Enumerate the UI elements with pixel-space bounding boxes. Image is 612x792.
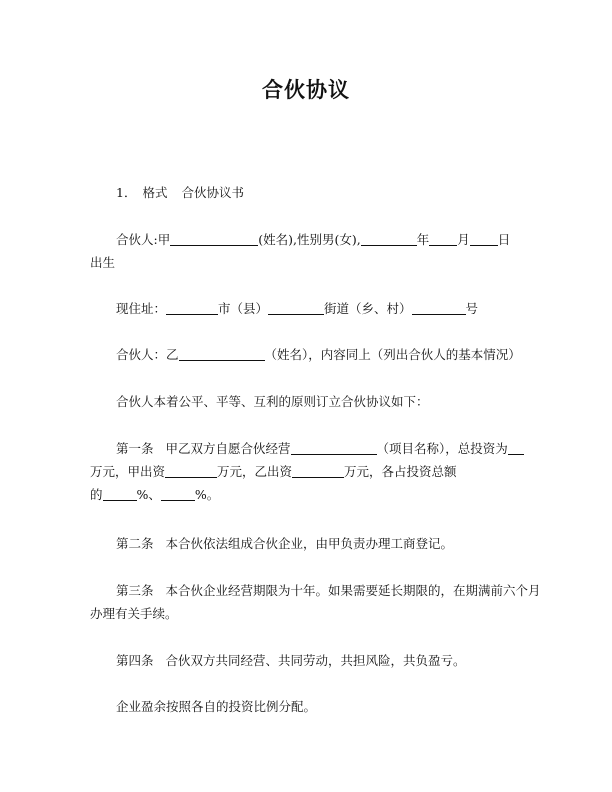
article-1-line-3 bbox=[90, 484, 530, 506]
birth-month-blank bbox=[429, 231, 457, 246]
article-1-line-3-a: 的 bbox=[90, 487, 103, 502]
address-label: 现住址： bbox=[116, 301, 167, 316]
address-line bbox=[90, 298, 556, 320]
birth-year-blank bbox=[361, 231, 417, 246]
format-label: 格式 bbox=[142, 185, 168, 200]
article-2-head: 第二条 bbox=[116, 536, 154, 551]
partner-a-prefix: 合伙人:甲 bbox=[116, 232, 171, 247]
article-1-head: 第一条 bbox=[116, 441, 154, 456]
partner-b-line bbox=[90, 344, 556, 366]
partner-a-line-2 bbox=[90, 252, 530, 274]
project-name-blank bbox=[291, 440, 377, 455]
format-number: 1． bbox=[116, 185, 137, 200]
city-blank bbox=[166, 300, 218, 315]
article-4-text: 合伙双方共同经营、共同劳动，共担风险，共负盈亏。 bbox=[165, 653, 466, 668]
partner-a-share-blank bbox=[103, 486, 137, 501]
preamble: 合伙人本着公平、平等、互利的原则订立合伙协议如下： bbox=[116, 394, 429, 409]
street-blank bbox=[268, 300, 324, 315]
partner-b-prefix: 合伙人：乙 bbox=[116, 347, 179, 362]
partner-a-name-hint: (姓名),性别男(女), bbox=[258, 232, 361, 247]
article-3-line-2: 办理有关手续。 bbox=[90, 606, 178, 621]
article-3-text-1: 本合伙企业经营期限为十年。如果需要延长期限的，在期满前六个月 bbox=[165, 583, 541, 598]
article-1-line-2-a: 万元，甲出资 bbox=[90, 464, 166, 479]
article-4 bbox=[90, 650, 556, 672]
partner-a-investment-blank bbox=[165, 463, 217, 478]
house-number-label: 号 bbox=[465, 301, 479, 316]
article-4-head: 第四条 bbox=[116, 653, 154, 668]
birth-year-label: 年 bbox=[416, 232, 430, 247]
partner-b-suffix: （姓名），内容同上（列出合伙人的基本情况） bbox=[264, 347, 521, 362]
article-3-line-1 bbox=[90, 580, 556, 602]
birth-label: 出生 bbox=[90, 255, 116, 270]
article-1-line-3-b: %、 bbox=[136, 487, 161, 502]
document-title: 合伙协议 bbox=[262, 78, 350, 102]
article-2 bbox=[90, 533, 556, 555]
article-1-line-2-c: 万元，各占投资总额 bbox=[344, 464, 457, 479]
article-1-line-2 bbox=[90, 461, 530, 483]
article-1-part-2: （项目名称），总投资为 bbox=[376, 441, 508, 456]
street-label: 街道（乡、村） bbox=[324, 301, 412, 316]
birth-month-label: 月 bbox=[457, 232, 470, 247]
article-3-head: 第三条 bbox=[116, 583, 154, 598]
partner-a-line bbox=[90, 229, 556, 251]
birth-day-blank bbox=[470, 231, 498, 246]
article-1-part-1: 甲乙双方自愿合伙经营 bbox=[165, 441, 291, 456]
partner-b-investment-blank bbox=[292, 463, 344, 478]
birth-day-label: 日 bbox=[497, 232, 511, 247]
city-label: 市（县） bbox=[218, 301, 269, 316]
partner-a-name-blank bbox=[170, 231, 258, 246]
partner-b-share-blank bbox=[161, 486, 195, 501]
article-1-line-1 bbox=[90, 438, 556, 460]
house-number-blank bbox=[412, 300, 466, 315]
profit-distribution: 企业盈余按照各自的投资比例分配。 bbox=[116, 699, 317, 714]
format-value: 合伙协议书 bbox=[181, 185, 244, 200]
article-2-text: 本合伙依法组成合伙企业，由甲负责办理工商登记。 bbox=[165, 536, 454, 551]
article-1-line-2-b: 万元，乙出资 bbox=[217, 464, 293, 479]
partner-b-name-blank bbox=[179, 346, 265, 361]
total-investment-blank bbox=[508, 440, 524, 455]
format-line bbox=[90, 182, 556, 204]
article-1-line-3-c: %。 bbox=[194, 487, 220, 502]
